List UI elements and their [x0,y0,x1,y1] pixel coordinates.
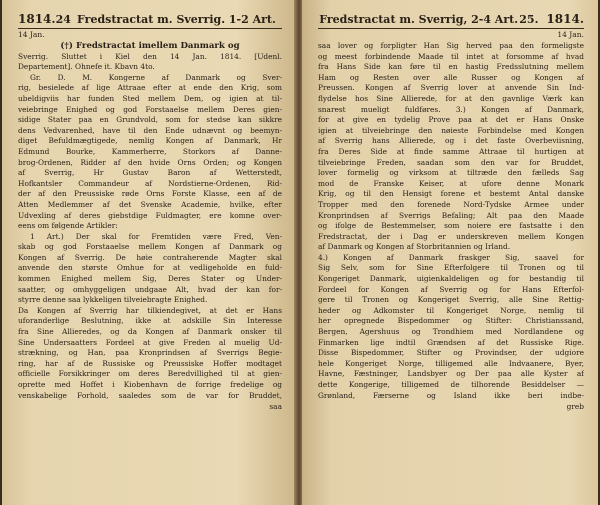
text-line: Atten Medlemmer af det Svenske Academie, hvilke, efter [18,199,282,209]
text-line: brog-Ordenen, Ridder af den hvide Orns Orden; og Kongen [18,157,282,167]
right-page-number: 25. [519,13,539,26]
text-line: af Danmark og Kongen af Storbritannien og Irland. [318,242,511,252]
text-line: Sine Undersaatters Fordeel at give Freden al muelig Ud- [18,337,282,347]
text-line: Gr. D. M. Kongerne af Danmark og Sver- [30,72,282,82]
text-line: Kongeriget Danmark, uigienkaldeligen og for bestandig til [318,274,584,284]
left-catchword: saa [269,402,282,412]
text-line: for at give en tydelig Prove paa at det er Hans Onske [318,115,584,125]
left-page-number: 24 [55,13,71,26]
text-line: Udvexling af deres giebstdige Fuldmagter, ere komne over- [18,210,282,220]
text-line: Krig, og til den Hensigt forene et bestemt Antal danske [318,189,584,199]
text-line: officielle Forsikkringer om deres Beredvillighed til at gien- [18,369,282,379]
text-line: sidige Stater paa en Grundvold, som for stedse kan sikkre [18,115,282,125]
text-line: strækning, og Han, paa Kronprindsen af Sverrigs Begie- [18,348,282,358]
text-line: Preussen. Kongen af Sverrig lover at anvende Sin Ind- [318,83,584,93]
text-line: tilveiebringe Freden, saadan som den var for Bruddet, [318,157,584,167]
text-line: Tropper med den forenede Nord-Tydske Armee under [318,199,584,209]
text-line: Bergen, Agershuus og Trondhiem med Nordlandene og [318,327,584,337]
text-line: (†) Fredstractat imellem Danmark og [60,41,240,51]
text-line: dette Kongerige, tilligemed de tilhorende Besiddelser — [318,380,584,389]
text-line: Kongen af Sverrig. De høie contraherende Magter skal [18,252,282,262]
text-line: fra Sine Allieredes, og da Kongen af Danmark onsker til [18,327,282,337]
text-line: af Sverrig, Hr Gustav Baron af Wetterstedt, [18,168,282,178]
text-line: eens om følgende Artikler: [18,221,118,231]
text-line: heder og Adkomster til Kongeriget Norge, nemlig til [318,305,584,315]
text-line: uforanderlige Beslutning, ikke at adskille Sin Interesse [18,316,282,326]
text-line: Grønland, Færserne og Island ikke beri indbe- [318,390,584,400]
text-line: Fordeel for Kongen af Sverrig og for Hans Efterfol- [318,284,584,294]
text-line: hele Kongeriget Norge, tilligemed alle Indvaanere, Byer, [318,358,584,368]
text-line: og meest forbindende Maade til intet at forsomme af hvad [318,51,584,61]
text-line: 4.) Kongen af Danmark fraskger Sig, saavel for [318,252,584,262]
text-line: Fredstractat, der i Dag er underskreven mellem Kongen [318,231,584,241]
left-page [2,0,296,505]
text-line: ubeldigviis har funden Sted mellem Dem, og igien at til- [18,93,282,103]
right-year: 1814. [546,12,584,26]
text-line: Sig Selv, som for Sine Efterfolgere til Tronen og til [318,263,584,273]
text-line: veiebringe Enighed og god Forstaaelse mellem Deres gien- [18,104,282,114]
text-line: fra Deres Side at finde samme Attraae til hurtigen at [318,146,584,156]
text-line: lover formelig og virksom at tiltræde den fælleds Sag [318,168,584,178]
text-line: igien at tilveiebringe den nøieste Forbindelse med Kongen [318,125,584,135]
text-line: Finmarken lige indtil Grændsen af det Russiske Rige. [318,337,584,347]
left-date-note: 14 Jan. [18,30,45,39]
text-line: snarest mueligt fuldføres. 3.) Kongen af Danmark, [318,104,584,114]
text-line: oprette med Hoffet i Kiobenhavn de forrige fredelige og [18,380,282,389]
text-line: gere til Tronen og Kongeriget Sverrig, alle Sine Rettig- [318,295,584,305]
left-body-text [18,41,282,413]
right-running-title: Fredstractat m. Sverrig, 2-4 Art. [319,13,519,26]
right-page [302,0,598,505]
text-line: anvende den største Omhue for at vedligeholde en fuld- [18,263,282,273]
text-line: der af den Preussiske røde Orns Forste Klasse, een af de [18,189,282,199]
text-line: flydelse hos Sine Allierede, for at den gavnlige Værk kan [318,93,584,103]
text-line: 1 Art.) Der skal for Fremtiden være Fred, Ven- [30,231,282,241]
text-line: Sverrig. Sluttet i Kiel den 14 Jan. 1814. [Udenl. [18,51,282,61]
text-line: mod de Franske Keiser, at ufore denne Monark [318,178,584,188]
text-line: dens Vedvarenhed, have til den Ende udnævnt og beemyn- [18,125,282,135]
left-running-header [18,12,282,26]
text-line: Disse Bispedommer, Stifter og Provindser, der udgiore [318,348,584,358]
left-header-rule [18,28,282,29]
text-line: Havne, Fæstninger, Landsbyer og Der paa alle Kyster af [318,369,584,379]
right-date-note: 14 Jan. [557,30,584,39]
text-line: styrre denne saa lykkeligen tilveiebragte Enighed. [18,295,208,305]
text-line: saa lover og forpligter Han Sig herved paa den formeligste [318,41,584,50]
text-line: fra Hans Side kan føre til en hastig Fredsslutning mellem [318,62,584,72]
text-line: kommen Enighed mellem Sig, Deres Stater og Under- [18,274,282,284]
text-line: ring, har af de Russiske og Preussiske Hoffer modtaget [18,358,282,368]
text-line: og ifolge de Bestemmelser, som noiere ere fastsatte i den [318,221,584,231]
text-line: Edmund Bourke, Kammerherre, Storkors af Danne- [18,146,282,156]
text-line: Ham og Resten over alle Russer og Kongen af [318,72,584,82]
text-line: Da Kongen af Sverrig har tilkiendegivet, at det er Hans [18,305,282,315]
right-catchword: greb [566,402,584,412]
text-line: Departement]. Ohnefe it. Kbavn 4to. [18,62,155,72]
text-line: venskabelige Forhold, saaledes som de var for Bruddet, [18,390,282,400]
text-line: Kronprindsen af Sverrigs Befaling; Alt paa den Maade [318,210,584,220]
text-line: her opregnede Bispedommer og Stifter: Christianssand, [318,316,584,326]
text-line: Hofkantsler Commandeur af Nordstierne-Ordenen, Rid- [18,178,282,188]
text-line: rig, besielede af lige Attraae efter at ende den Krig, som [18,83,282,93]
left-year: 1814. [18,12,56,26]
text-line: skab og god Forstaaelse mellem Kongen af Danmark og [18,242,282,252]
left-running-title: Fredstractat m. Sverrig. 1-2 Art. [77,13,276,26]
text-line: saatter, og omhyggeligen undgaae Alt, hvad der kan for- [18,284,282,294]
right-header-rule [318,28,584,29]
text-line: af Sverrig hans Allierede, og i det faste Overbeviisning, [318,136,584,146]
right-body-text [318,41,584,413]
right-running-header [318,12,584,26]
text-line: diget Befuldmægtigede, nemlig Kongen af Danmark, Hr [18,136,282,146]
